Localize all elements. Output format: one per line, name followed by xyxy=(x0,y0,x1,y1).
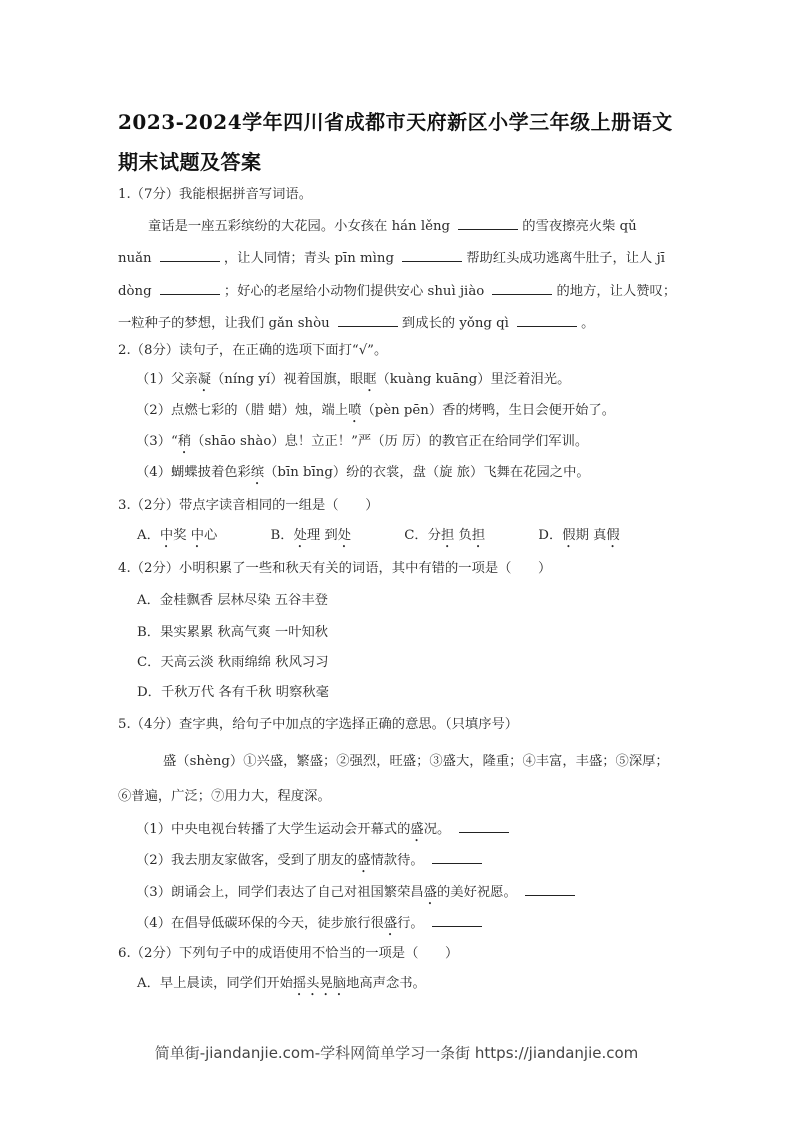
text-segment: ⑥普遍，广泛；⑦用力大，程度深。 xyxy=(118,789,331,804)
dotted-character: 中 xyxy=(159,528,174,543)
text-segment: B．果实累累 秋高气爽 一叶知秋 xyxy=(137,625,329,640)
text-segment: 行。 xyxy=(397,916,428,931)
answer-blank[interactable] xyxy=(338,312,398,327)
text-line xyxy=(137,975,426,999)
text-line xyxy=(136,402,615,426)
dotted-character: 缤 xyxy=(250,465,265,480)
text-line xyxy=(136,433,588,457)
text-segment: 4.（2分）小明积累了一些和秋天有关的词语，其中有错的一项是（ ） xyxy=(118,561,552,576)
text-segment: 的雪夜擦亮火柴 qǔ xyxy=(522,219,637,234)
dotted-character: 盛 xyxy=(410,822,424,837)
text-line xyxy=(148,215,637,236)
answer-blank[interactable] xyxy=(160,247,220,262)
text-segment: 况。 xyxy=(423,822,455,837)
text-segment: 到成长的 yǒng qì xyxy=(401,316,514,331)
answer-blank[interactable] xyxy=(525,881,575,896)
text-line xyxy=(118,945,458,963)
answer-blank[interactable] xyxy=(459,818,509,833)
dotted-character: 盛 xyxy=(357,853,371,868)
text-segment: D． xyxy=(485,528,563,543)
text-segment: D．千秋万代 各有千秋 明察秋毫 xyxy=(137,685,329,700)
text-segment: A．早上晨读，同学们开始 xyxy=(137,976,293,991)
text-segment: 理 到 xyxy=(306,528,338,543)
text-segment: （4）在倡导低碳环保的今天，徒步旅行很 xyxy=(136,916,384,931)
answer-blank[interactable] xyxy=(402,247,462,262)
dotted-character: 凝 xyxy=(197,372,211,387)
text-line xyxy=(136,849,486,876)
text-segment: 一粒种子的梦想，让我们 gǎn shòu xyxy=(118,316,334,331)
text-segment: 负 xyxy=(454,528,472,543)
text-segment: 。 xyxy=(581,316,595,331)
text-segment: C．分 xyxy=(351,528,441,543)
dotted-character: 盛 xyxy=(423,885,437,900)
answer-blank[interactable] xyxy=(492,280,552,295)
text-segment: 3.（2分）带点字读音相同的一组是（ ） xyxy=(118,498,379,513)
text-segment: 的地方，让人赞叹； xyxy=(556,284,677,299)
text-line xyxy=(137,624,328,642)
dotted-character: 盛 xyxy=(383,916,398,931)
document-title-line-1: 2023-2024学年四川省成都市天府新区小学三年级上册语文 xyxy=(118,110,673,134)
text-segment: （1）父亲 xyxy=(136,372,198,387)
text-line xyxy=(118,280,676,301)
dotted-character: 眶 xyxy=(363,372,377,387)
answer-blank[interactable] xyxy=(160,280,220,295)
text-segment: 地高声念书。 xyxy=(346,976,426,991)
text-segment: 1.（7分）我能根据拼音写词语。 xyxy=(118,187,313,202)
text-segment: 童话是一座五彩缤纷的大花园。小女孩在 hán lěng xyxy=(148,219,455,234)
text-segment: （pèn pēn）香的烤鸭，生日会便开始了。 xyxy=(361,403,616,418)
dotted-character: 稍 xyxy=(177,434,192,449)
dotted-character: 假 xyxy=(606,528,620,543)
text-segment: （2）点燃七彩的（腊 蜡）烛，端上 xyxy=(136,403,349,418)
text-segment: 心 B． xyxy=(204,528,294,543)
text-segment: 盛（shèng）①兴盛，繁盛；②强烈，旺盛；③盛大，隆重；④丰富，丰盛；⑤深厚； xyxy=(163,754,669,769)
text-segment: ，让人同情；青头 pīn mìng xyxy=(223,251,399,266)
text-line xyxy=(136,881,579,908)
text-segment: 5.（4分）查字典，给句子中加点的字选择正确的意思。（只填序号） xyxy=(118,717,519,732)
text-line xyxy=(118,186,312,204)
text-segment: ；好心的老屋给小动物们提供安心 shuì jiào xyxy=(223,284,489,299)
text-segment: （1）中央电视台转播了大学生运动会开幕式的 xyxy=(136,822,411,837)
text-segment: A．金桂飘香 层林尽染 五谷丰登 xyxy=(137,593,328,608)
text-segment: （bīn bīng）纷的衣裳，盘（旋 旅）飞舞在花园之中。 xyxy=(264,465,590,480)
text-segment: 6.（2分）下列句子中的成语使用不恰当的一项是（ ） xyxy=(118,946,459,961)
text-line xyxy=(137,654,329,672)
dotted-character: 担 xyxy=(471,528,486,543)
answer-blank[interactable] xyxy=(458,215,518,230)
text-segment: 情款待。 xyxy=(370,853,428,868)
text-segment: 的美好祝愿。 xyxy=(437,885,522,900)
dotted-character: 担 xyxy=(440,528,455,543)
text-line xyxy=(163,753,669,771)
text-line xyxy=(136,371,570,395)
answer-blank[interactable] xyxy=(432,849,482,864)
text-line xyxy=(137,527,620,551)
text-segment: （4）蝴蝶披着色彩 xyxy=(136,465,251,480)
text-line xyxy=(118,312,594,333)
text-line xyxy=(118,497,379,515)
text-segment: （2）我去朋友家做客，受到了朋友的 xyxy=(136,853,358,868)
text-line xyxy=(118,716,518,734)
dotted-character: 处 xyxy=(293,528,307,543)
text-line xyxy=(137,684,329,702)
text-segment: （3）朗诵会上，同学们表达了自己对祖国繁荣昌 xyxy=(136,885,424,900)
text-line xyxy=(118,560,551,578)
answer-blank[interactable] xyxy=(432,912,482,927)
text-segment: 2.（8分）读句子，在正确的选项下面打“√”。 xyxy=(118,343,388,358)
text-segment: 期 真 xyxy=(575,528,607,543)
text-segment: dòng xyxy=(118,284,156,299)
text-segment: 帮助红头成功逃离牛肚子，让人 jī xyxy=(466,251,665,266)
text-segment: （shāo shào）息！立正！”严（历 厉）的教官正在给同学们军训。 xyxy=(191,434,589,449)
text-line xyxy=(136,818,513,845)
dotted-character: 假 xyxy=(562,528,576,543)
text-line xyxy=(136,464,590,488)
text-line xyxy=(118,247,665,268)
dotted-character: 摇头晃脑 xyxy=(292,976,347,991)
text-segment: nuǎn xyxy=(118,251,156,266)
document-title-line-2: 期末试题及答案 xyxy=(118,150,262,174)
text-line xyxy=(118,788,331,806)
text-line xyxy=(118,342,387,360)
dotted-character: 喷 xyxy=(348,403,362,418)
text-line xyxy=(136,912,486,939)
text-segment: （kuàng kuāng）里泛着泪光。 xyxy=(376,372,571,387)
text-line xyxy=(137,592,328,610)
answer-blank[interactable] xyxy=(517,312,577,327)
text-segment: （níng yí）视着国旗，眼 xyxy=(210,372,364,387)
footer-watermark: 简单街-jiandanjie.com-学科网简单学习一条街 https://jiandanjie.com xyxy=(154,1044,639,1062)
text-segment: （3）“ xyxy=(136,434,178,449)
dotted-character: 处 xyxy=(337,528,352,543)
dotted-character: 中 xyxy=(190,528,205,543)
text-segment: C．天高云淡 秋雨绵绵 秋风习习 xyxy=(137,655,329,670)
text-segment: A． xyxy=(137,528,160,543)
text-segment: 奖 xyxy=(173,528,191,543)
